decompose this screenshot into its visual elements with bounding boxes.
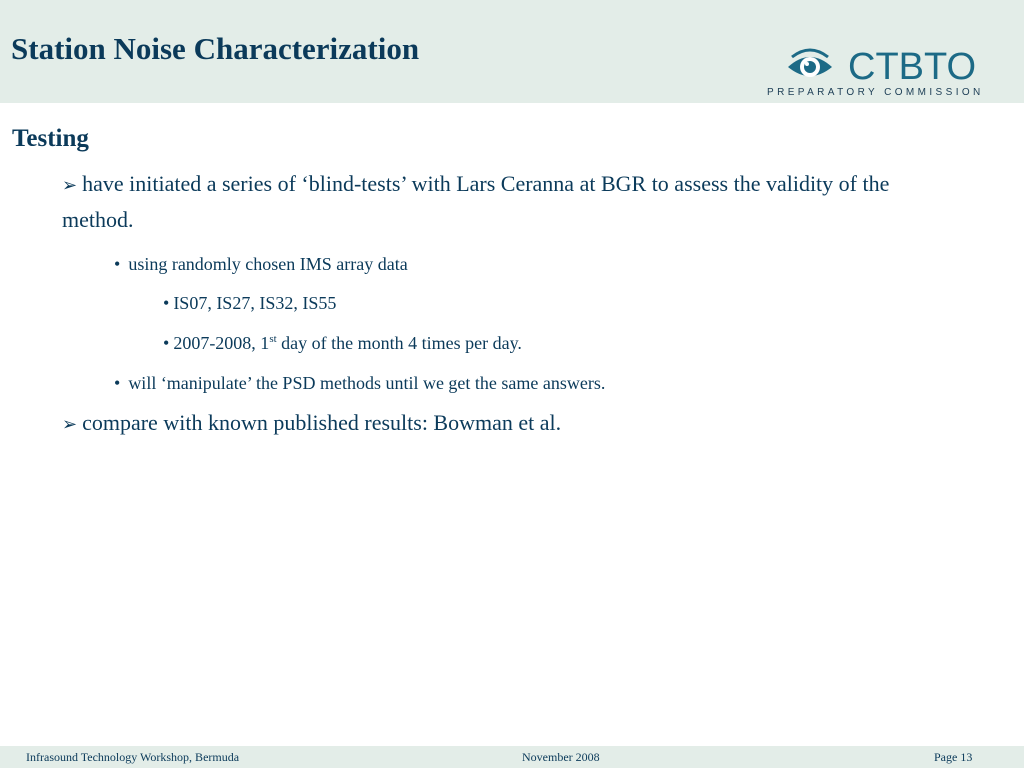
- dot-bullet: •: [114, 373, 121, 393]
- eye-logo-icon: [786, 45, 834, 85]
- arrow-bullet-icon: ➢: [62, 414, 78, 435]
- section-heading: Testing: [12, 125, 89, 152]
- ordinal-suffix: st: [269, 333, 277, 345]
- schedule-text: day of the month 4 times per day.: [276, 333, 522, 353]
- sub-sub-bullet-stations: [163, 293, 336, 314]
- sub-bullet-text: using randomly chosen IMS array data: [128, 254, 408, 274]
- ctbto-logo: [767, 43, 984, 99]
- slide-footer: [0, 746, 1024, 768]
- sub-bullet-text: will ‘manipulate’ the PSD methods until we get the same answers.: [128, 373, 606, 393]
- date-range-text: 2007-2008, 1: [173, 333, 270, 353]
- footer-page-number: Page 13: [934, 750, 973, 764]
- bullet-text: compare with known published results: Bowman et al.: [82, 410, 562, 435]
- sub-bullet-psd-methods: [114, 373, 605, 394]
- dot-bullet: •: [114, 254, 121, 274]
- sub-sub-bullet-dates: [163, 333, 522, 354]
- bullet-text: have initiated a series of ‘blind-tests’ with Lars Ceranna at BGR to assess the validity of the method.: [62, 171, 890, 232]
- bullet-blind-tests: [62, 167, 922, 237]
- slide-header: [0, 0, 1024, 103]
- footer-date: November 2008: [522, 750, 600, 764]
- logo-name: CTBTO: [848, 46, 977, 88]
- slide-title: Station Noise Characterization: [11, 31, 420, 66]
- dot-bullet: •: [163, 333, 170, 353]
- arrow-bullet-icon: ➢: [62, 175, 78, 196]
- bullet-compare-results: [62, 406, 922, 442]
- logo-subtitle: PREPARATORY COMMISSION: [767, 87, 984, 98]
- dot-bullet: •: [163, 293, 170, 313]
- footer-event: Infrasound Technology Workshop, Bermuda: [26, 750, 240, 764]
- sub-sub-bullet-text: IS07, IS27, IS32, IS55: [173, 293, 337, 313]
- sub-bullet-ims-data: [114, 254, 408, 275]
